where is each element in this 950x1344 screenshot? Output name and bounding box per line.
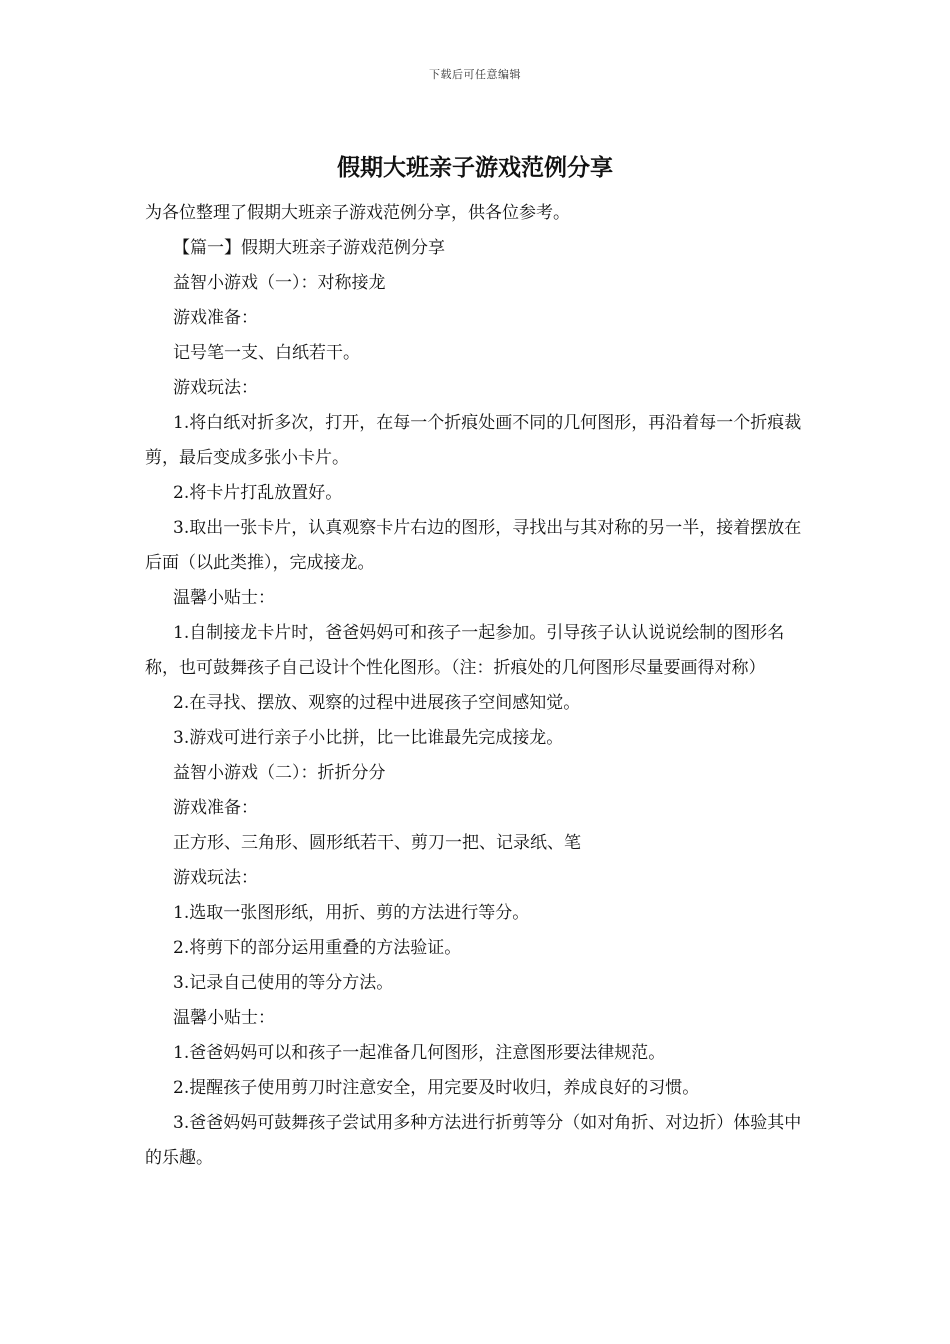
document-title: 假期大班亲子游戏范例分享 — [337, 154, 613, 181]
list-item: 2.提醒孩子使用剪刀时注意安全，用完要及时收归，养成良好的习惯。 — [173, 1078, 700, 1098]
subheading: 游戏准备： — [173, 308, 258, 328]
paragraph: 记号笔一支、白纸若干。 — [173, 343, 360, 363]
paragraph: 正方形、三角形、圆形纸若干、剪刀一把、记录纸、笔 — [173, 833, 581, 853]
subheading: 游戏玩法： — [173, 378, 258, 398]
list-item: 1.自制接龙卡片时，爸爸妈妈可和孩子一起参加。引导孩子认认说说绘制的图形名称，也可鼓舞孩子自己设计个性化图形。（注：折痕处的几何图形尽量要画得对称） — [145, 623, 785, 678]
list-item: 3.爸爸妈妈可鼓舞孩子尝试用多种方法进行折剪等分（如对角折、对边折）体验其中的乐趣。 — [145, 1113, 802, 1168]
subheading: 游戏玩法： — [173, 868, 258, 888]
intro-paragraph: 为各位整理了假期大班亲子游戏范例分享，供各位参考。 — [145, 203, 570, 223]
subheading: 温馨小贴士： — [173, 1008, 275, 1028]
game-title: 益智小游戏（二）：折折分分 — [173, 763, 386, 783]
list-item: 3.记录自己使用的等分方法。 — [173, 973, 394, 993]
list-item: 1.将白纸对折多次，打开，在每一个折痕处画不同的几何图形，再沿着每一个折痕裁剪，最后变成多张小卡片。 — [145, 413, 802, 468]
list-item: 3.取出一张卡片，认真观察卡片右边的图形，寻找出与其对称的另一半，接着摆放在后面（以此类推），完成接龙。 — [145, 518, 802, 573]
subheading: 温馨小贴士： — [173, 588, 275, 608]
page-header: 下载后可任意编辑 — [429, 68, 521, 81]
subheading: 游戏准备： — [173, 798, 258, 818]
list-item: 2.将剪下的部分运用重叠的方法验证。 — [173, 938, 462, 958]
list-item: 1.选取一张图形纸，用折、剪的方法进行等分。 — [173, 903, 530, 923]
list-item: 1.爸爸妈妈可以和孩子一起准备几何图形，注意图形要法律规范。 — [173, 1043, 666, 1063]
list-item: 3.游戏可进行亲子小比拼，比一比谁最先完成接龙。 — [173, 728, 564, 748]
list-item: 2.将卡片打乱放置好。 — [173, 483, 343, 503]
section-heading: 【篇一】假期大班亲子游戏范例分享 — [173, 238, 445, 258]
game-title: 益智小游戏（一）：对称接龙 — [173, 273, 386, 293]
list-item: 2.在寻找、摆放、观察的过程中进展孩子空间感知觉。 — [173, 693, 581, 713]
document-body — [145, 196, 810, 1176]
